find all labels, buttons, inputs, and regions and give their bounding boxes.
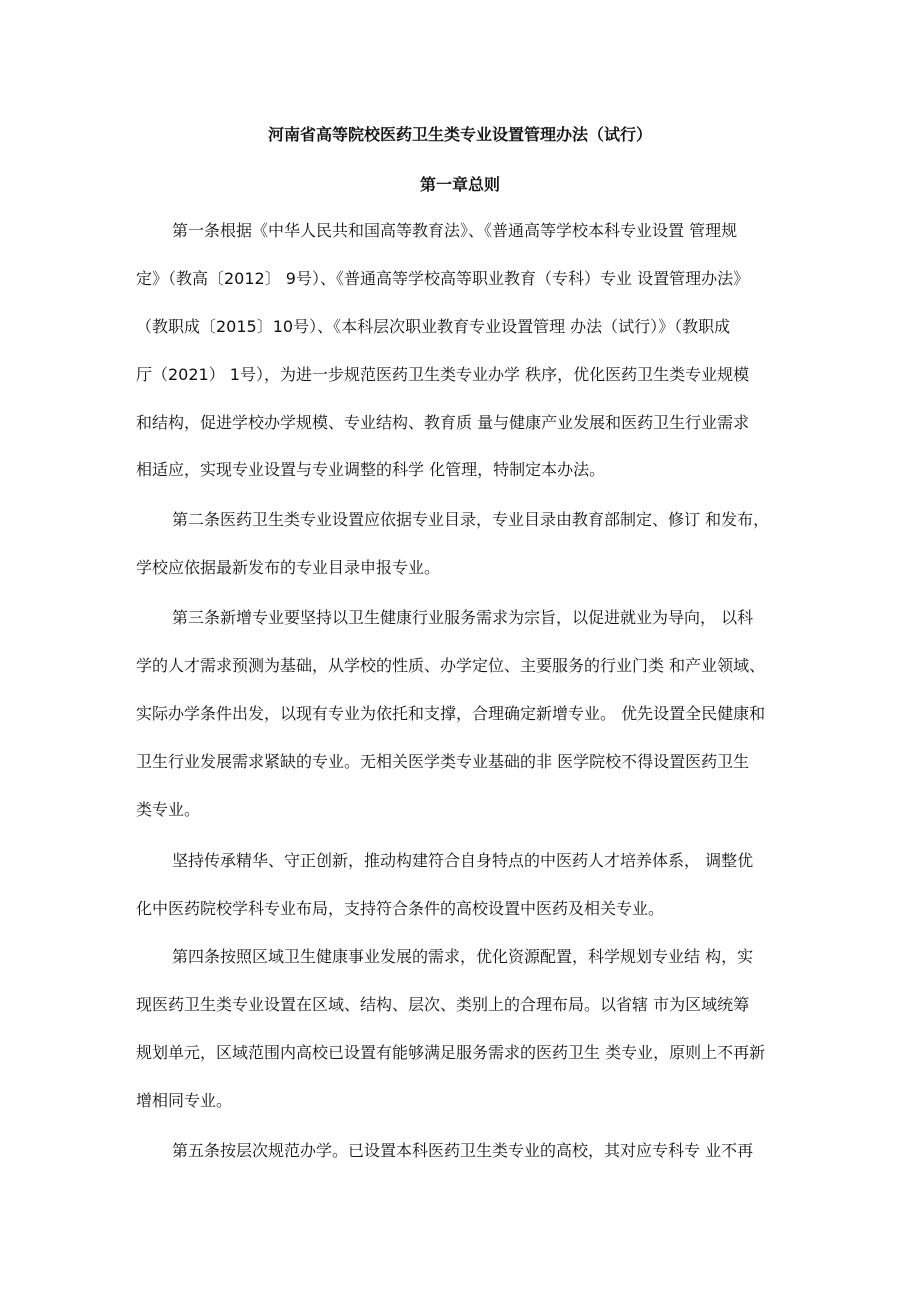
text-line: 第一条根据《中华人民共和国高等教育法》、《普通高等学校本科专业设置 管理规 <box>172 221 738 240</box>
text-line: 厅（2021） 1号），为进一步规范医药卫生类专业办学 秩序，优化医药卫生类专业规模 <box>136 365 750 384</box>
text-line: 卫生行业发展需求紧缺的专业。无相关医学类专业基础的非 医学院校不得设置医药卫生 <box>136 752 750 771</box>
text-line: 规划单元，区域范围内高校已设置有能够满足服务需求的医药卫生 类专业，原则上不再新 <box>136 1043 766 1062</box>
text-line: 和结构，促进学校办学规模、专业结构、教育质 量与健康产业发展和医药卫生行业需求 <box>136 413 750 432</box>
text-line: 第三条新增专业要坚持以卫生健康行业服务需求为宗旨，以促进就业为导向， 以科 <box>172 608 754 627</box>
text-line: 坚持传承精华、守正创新，推动构建符合自身特点的中医药人才培养体系， 调整优 <box>172 851 754 870</box>
text-line: 现医药卫生类专业设置在区域、结构、层次、类别上的合理布局。以省辖 市为区域统筹 <box>136 995 750 1014</box>
text-line: （教职成〔2015〕10号）、《本科层次职业教育专业设置管理 办法（试行）》（教职成 <box>136 317 731 336</box>
text-line: 第四条按照区域卫生健康事业发展的需求，优化资源配置，科学规划专业结 构，实 <box>172 947 754 966</box>
text-line: 类专业。 <box>136 800 201 819</box>
text-line: 学的人才需求预测为基础，从学校的性质、办学定位、主要服务的行业门类 和产业领域、 <box>136 656 766 675</box>
text-line: 增相同专业。 <box>136 1091 233 1110</box>
text-line: 化中医药院校学科专业布局，支持符合条件的高校设置中医药及相关专业。 <box>136 899 665 918</box>
text-line: 相适应，实现专业设置与专业调整的科学 化管理，特制定本办法。 <box>136 460 606 479</box>
text-line: 第二条医药卫生类专业设置应依据专业目录，专业目录由教育部制定、修订 和发布， <box>172 510 770 529</box>
text-line: 定》（教高〔2012〕 9号）、《普通高等学校高等职业教育（专科）专业 设置管理办法》 <box>136 269 750 288</box>
chapter-heading: 第一章总则 <box>419 175 500 194</box>
text-line: 实际办学条件出发，以现有专业为依托和支撑，合理确定新增专业。 优先设置全民健康和 <box>136 704 766 723</box>
document-title: 河南省高等院校医药卫生类专业设置管理办法（试行） <box>267 125 652 144</box>
text-line: 学校应依据最新发布的专业目录申报专业。 <box>136 558 441 577</box>
text-line: 第五条按层次规范办学。已设置本科医药卫生类专业的高校，其对应专科专 业不再 <box>172 1141 754 1160</box>
